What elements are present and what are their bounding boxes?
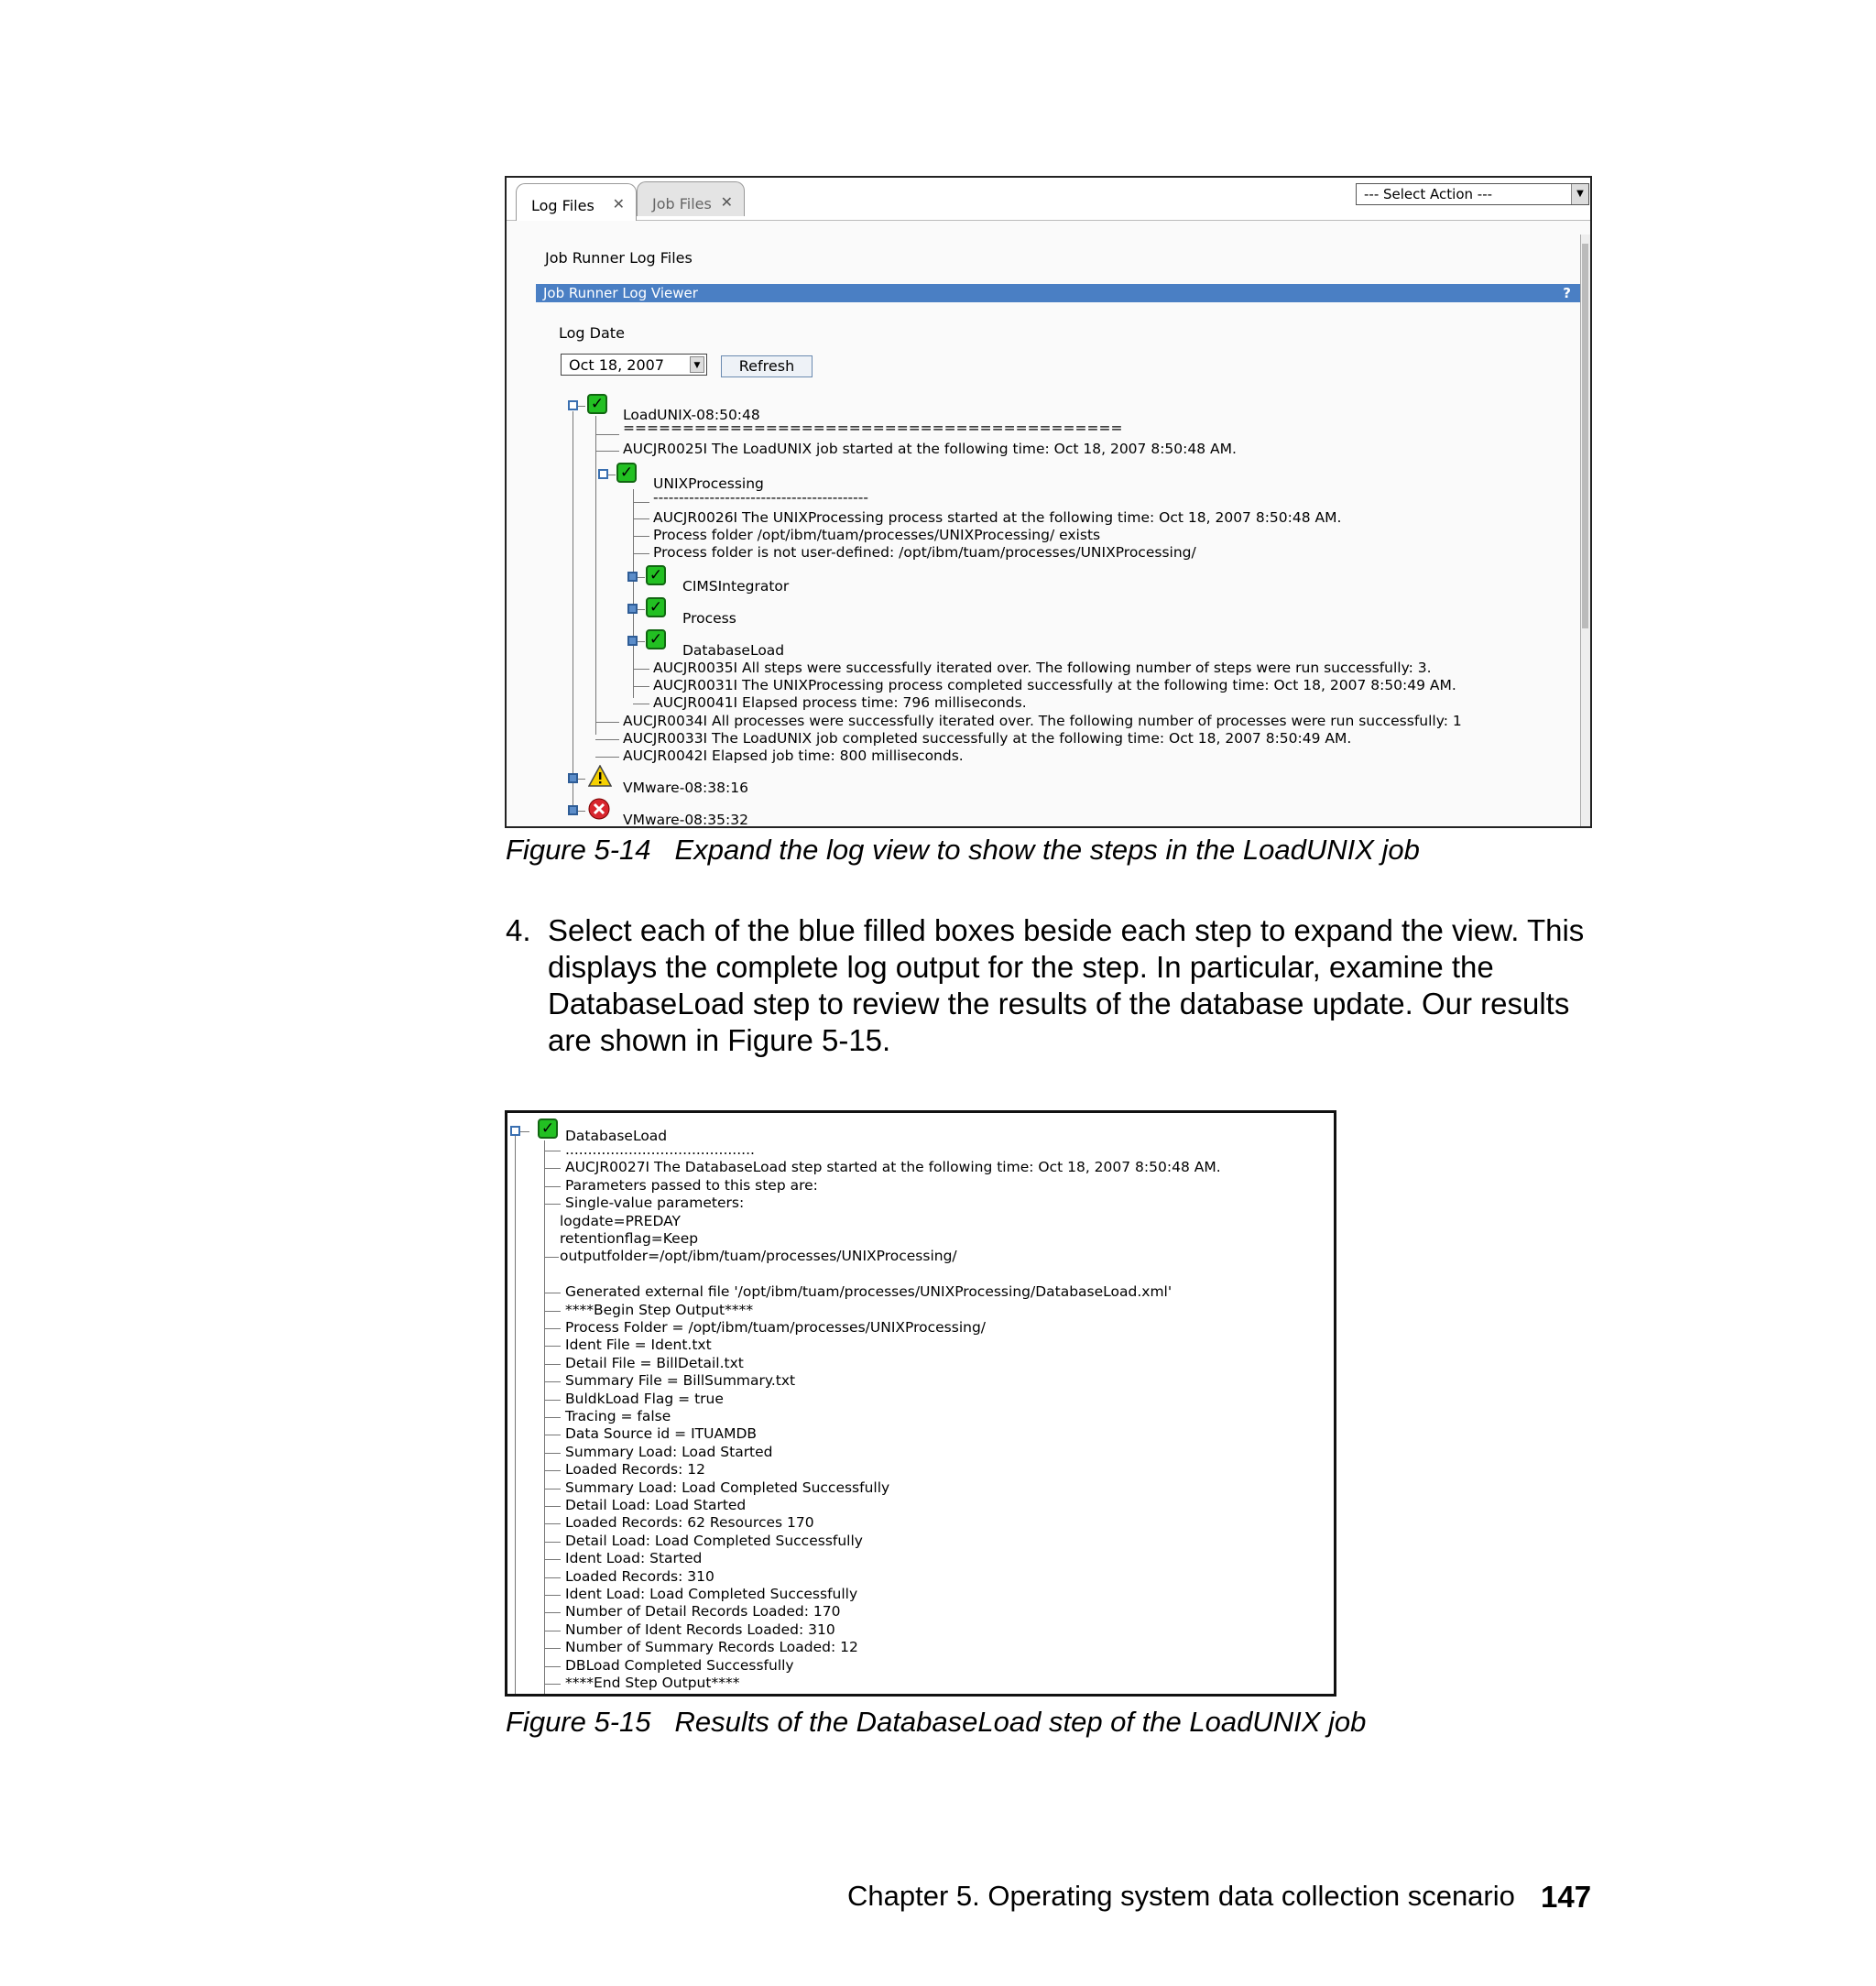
log-line: Process folder /opt/ibm/tuam/processes/UNIXProcessing/ exists [653,527,1101,543]
scrollbar-thumb[interactable] [1582,244,1588,628]
log-line: Loaded Records: 12 [565,1461,705,1479]
figure-caption [506,1706,1366,1739]
log-viewer-screenshot [505,176,1592,828]
log-line: Summary Load: Load Completed Successfully [565,1479,890,1496]
collapse-toggle[interactable] [510,1126,520,1136]
close-icon[interactable]: ✕ [720,193,733,211]
log-line: AUCJR0025I The LoadUNIX job started at the following time: Oct 18, 2007 8:50:48 AM. [623,441,1237,457]
chapter-footer: Chapter 5. Operating system data collection scenario [847,1880,1515,1912]
collapse-toggle[interactable] [598,469,608,479]
log-line: AUCJR0041I Elapsed process time: 796 milliseconds. [653,694,1027,711]
log-line: Loaded Records: 62 Resources 170 [565,1514,814,1532]
log-line: ****Begin Step Output**** [565,1301,754,1318]
tab-label: Log Files [531,197,594,214]
figure-number: Figure 5-14 [506,834,651,866]
log-line: Tracing = false [565,1408,671,1424]
step-text: Select each of the blue filled boxes beside each step to expand the view. This displays the complete log output for the step. In particular, examine the DatabaseLoad step to review the results of the database update. Our results are shown in Figure 5-15. [548,913,1585,1057]
log-date-select[interactable] [561,354,707,376]
log-line: Ident File = Ident.txt [565,1337,712,1354]
refresh-button[interactable]: Refresh [721,355,813,377]
tab-bar [507,178,1590,221]
expand-toggle[interactable] [568,773,578,783]
log-line: Detail Load: Load Completed Successfully [565,1532,863,1549]
log-line: Parameters passed to this step are: [565,1176,818,1194]
separator-line: ========================================== [623,420,1123,436]
log-line: Number of Detail Records Loaded: 170 [565,1603,841,1620]
log-line: DBLoad Completed Successfully [565,1656,794,1674]
close-icon[interactable]: ✕ [612,195,625,213]
instruction-step [506,912,1605,1059]
figure-number: Figure 5-15 [506,1706,651,1738]
help-icon[interactable]: ? [1563,285,1571,301]
log-date-label: Log Date [559,324,625,342]
tab-label: Job Files [652,195,712,213]
log-line: AUCJR0031I The UNIXProcessing process completed successfully at the following time: Oct 18, 2007 8:50:49 AM. [653,677,1456,693]
log-line: AUCJR0026I The UNIXProcessing process started at the following time: Oct 18, 2007 8:50:48 AM. [653,509,1342,526]
log-date-value: Oct 18, 2007 [569,356,664,374]
step-node-label[interactable]: Process [682,610,736,627]
expand-toggle[interactable] [627,572,638,582]
separator-line: ------------------------------------------ [653,489,868,506]
log-line: Process Folder = /opt/ibm/tuam/processes/UNIXProcessing/ [565,1319,987,1336]
chevron-down-icon[interactable]: ▼ [1571,184,1588,204]
log-line: Loaded Records: 310 [565,1567,714,1585]
job-node-label[interactable]: VMware-08:35:32 [623,812,748,828]
log-line: Number of Summary Records Loaded: 12 [565,1639,858,1656]
tab-job-files[interactable] [637,181,745,216]
select-action-value: --- Select Action --- [1364,186,1493,202]
success-check-icon: ✓ [646,629,666,649]
log-line: ****End Step Output**** [565,1675,740,1691]
success-check-icon: ✓ [646,565,666,585]
viewer-title-bar [536,284,1580,302]
log-line: AUCJR0027I The DatabaseLoad step started at the following time: Oct 18, 2007 8:50:48 AM. [565,1159,1221,1176]
figure-caption-text: Results of the DatabaseLoad step of the LoadUNIX job [674,1706,1367,1738]
section-title: Job Runner Log Files [545,249,693,267]
process-node-label[interactable]: UNIXProcessing [653,475,764,492]
log-line: Single-value parameters: [565,1195,745,1212]
log-line: Generated external file '/opt/ibm/tuam/processes/UNIXProcessing/DatabaseLoad.xml' [565,1283,1172,1301]
figure-caption-text: Expand the log view to show the steps in the LoadUNIX job [674,834,1420,866]
warning-icon [588,765,612,787]
log-line: BuldkLoad Flag = true [565,1390,724,1407]
log-line: logdate=PREDAY [560,1212,682,1229]
log-line: Number of Ident Records Loaded: 310 [565,1620,835,1638]
databaseload-screenshot [505,1110,1336,1697]
success-check-icon: ✓ [587,394,607,414]
log-line: Process folder is not user-defined: /opt/ibm/tuam/processes/UNIXProcessing/ [653,544,1196,561]
log-line: Detail Load: Load Started [565,1497,747,1513]
log-line: .......................................... [565,1141,755,1158]
log-line: AUCJR0042I Elapsed job time: 800 milliseconds. [623,747,964,764]
success-check-icon: ✓ [616,463,637,483]
job-node-label[interactable]: LoadUNIX-08:50:48 [623,407,760,423]
collapse-toggle[interactable] [568,400,578,410]
select-action-dropdown[interactable] [1356,183,1589,205]
step-node-label[interactable]: DatabaseLoad [565,1128,668,1144]
log-line: Ident Load: Started [565,1550,703,1567]
step-number: 4. [506,913,531,947]
vertical-scrollbar[interactable] [1580,235,1590,826]
error-icon [588,798,610,820]
success-check-icon: ✓ [538,1118,558,1139]
log-line: Data Source id = ITUAMDB [565,1425,758,1443]
viewer-title: Job Runner Log Viewer [543,285,698,301]
log-line: Summary File = BillSummary.txt [565,1372,796,1390]
expand-toggle[interactable] [627,636,638,646]
chevron-down-icon[interactable]: ▼ [690,356,704,373]
page-number: 147 [1541,1880,1592,1914]
log-line: AUCJR0034I All processes were successfully iterated over. The following number of processes were run successfully: 1 [623,713,1462,729]
log-line: Detail File = BillDetail.txt [565,1354,744,1371]
step-node-label[interactable]: CIMSIntegrator [682,578,790,595]
log-line: outputfolder=/opt/ibm/tuam/processes/UNIXProcessing/ [560,1248,957,1265]
log-line: AUCJR0033I The LoadUNIX job completed successfully at the following time: Oct 18, 2007 8:50:49 AM. [623,730,1352,747]
log-line: AUCJR0035I All steps were successfully iterated over. The following number of steps were run successfully: 3. [653,660,1432,676]
expand-toggle[interactable] [568,805,578,815]
figure-caption [506,834,1420,867]
log-line: Ident Load: Load Completed Successfully [565,1586,858,1602]
log-line: retentionflag=Keep [560,1230,699,1247]
log-line: Summary Load: Load Started [565,1443,773,1460]
expand-toggle[interactable] [627,604,638,614]
tab-log-files[interactable] [516,183,637,221]
success-check-icon: ✓ [646,597,666,617]
job-node-label[interactable]: VMware-08:38:16 [623,780,748,796]
step-node-label[interactable]: DatabaseLoad [682,642,785,659]
